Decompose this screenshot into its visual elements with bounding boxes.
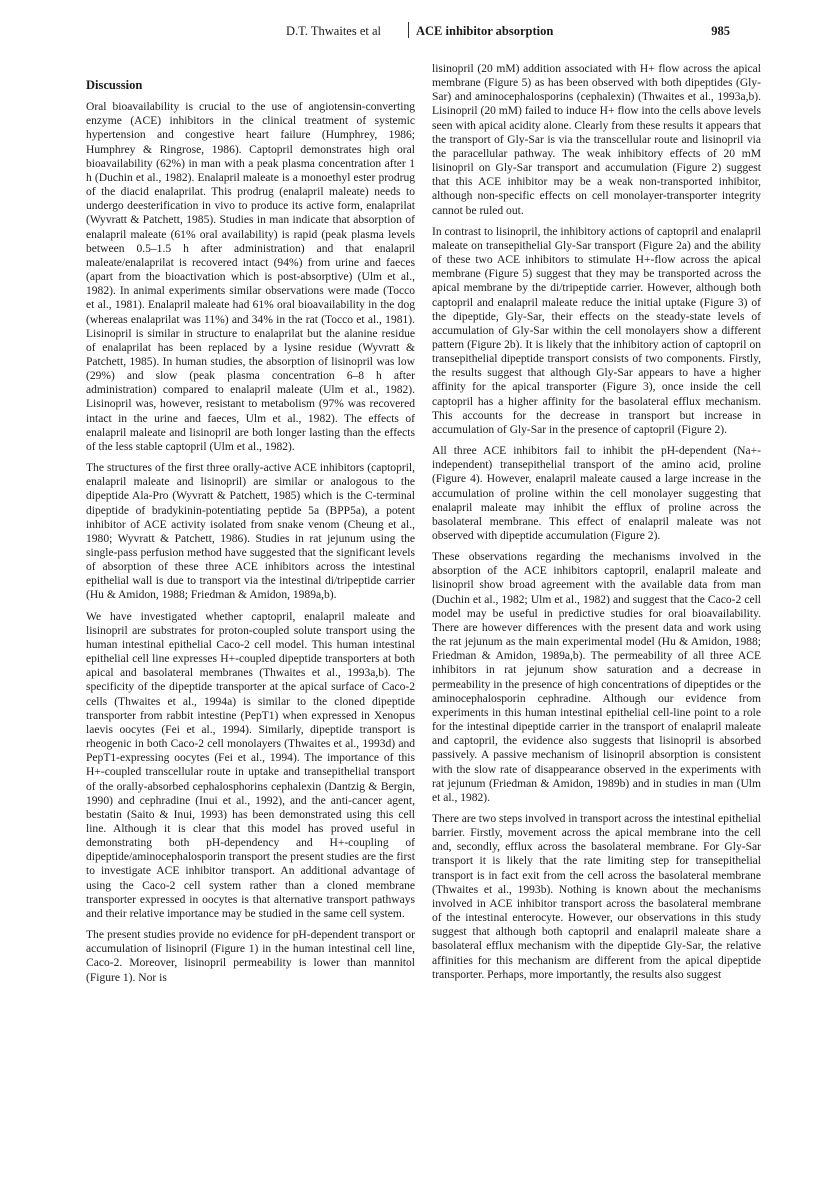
paragraph: We have investigated whether captopril, enalapril maleate and lisinopril are substrates for proton-coupled solute transport using the human intestinal epithelial Caco-2 cell model. This human intestinal epithelial cell line expresses H+-coupled dipeptide transporters at both apical and basolateral membranes (Thwaites et al., 1993a,b). The specificity of the dipeptide transporter at the apical surface of Caco-2 cells (Thwaites et al., 1994a) is similar to the cloned dipeptide transporter from rabbit intestine (PepT1) when expressed in Xenopus laevis oocytes (Fei et al., 1994). Similarly, dipeptide transport is rheogenic in both Caco-2 cell monolayers (Thwaites et al., 1993d) and PepT1-expressing oocytes (Fei et al., 1994). The importance of this H+-coupled transcellular route in uptake and transepithelial transport of the orally-absorbed cephalosphorins cephalexin (Dantzig & Bergin, 1990) and cephradine (Inui et al., 1992), and the anti-cancer agent, bestatin (Saito & Inui, 1993) has been demonstrated using this cell line. Although it is clear that this model has proved useful in demonstrating both pH-dependency and H+-coupling of dipeptide/aminocephalosporin transport the present studies are the first to investigate ACE inhibitor transport. An additional advantage of using the Caco-2 cell system rather than a cloned membrane transporter expressed in oocytes is that alternative transport pathways and their relative importance may be studied in the same cell system.	[86, 610, 415, 920]
right-column	[432, 62, 761, 989]
paragraph: Oral bioavailability is crucial to the use of angiotensin-converting enzyme (ACE) inhibitors in the clinical treatment of systemic hypertension and congestive heart failure (Humphrey, 1986; Humphrey & Ringrose, 1986). Captopril demonstrates high oral bioavailability (62%) in man with a peak plasma concentration after 1 h (Duchin et al., 1982). Enalapril maleate is a monoethyl ester prodrug of the diacid enalaprilat. This prodrug (enalapril maleate) needs to undergo deesterification in vivo to produce its active form, enalaprilat (Wyvratt & Patchett, 1985). Studies in man indicate that absorption of enalapril maleate (61% oral availability) is rapid (peak plasma levels between 0.5–1.5 h after administration) and that enalapril maleate/enalaprilat is recovered intact (94%) from urine and faeces (apart from the bioactivation which is post-absorptive) (Ulm et al., 1982). In animal experiments similar observations were made (Tocco et al., 1981). Enalapril maleate had 61% oral bioavailability in the dog (whereas enalaprilat was 11%) and 34% in the rat (Tocco et al., 1981). Lisinopril is similar in structure to enalaprilat but the alanine residue of enalaprilat has been replaced by a lysine residue (Wyvratt & Patchett, 1985). In human studies, the absorption of lisinopril was low (29%) and slow (peak plasma concentration 6–8 h after administration) compared to enalapril maleate (Ulm et al., 1982). Lisinopril was, however, resistant to metabolism (97% was recovered intact in the urine and faeces, Ulm et al., 1982). The effects of enalapril maleate and lisinopril are both longer lasting than the effects of the less stable captopril (Ulm et al., 1982).	[86, 101, 415, 453]
paragraph: In contrast to lisinopril, the inhibitory actions of captopril and enalapril maleate on transepithelial Gly-Sar transport (Figure 2a) and the ability of these two ACE inhibitors to stimulate H+-flow across the apical membrane (Figure 5) suggest that they may be transported across the apical membrane by the di/tripeptide carrier. However, although both captopril and enalapril maleate reduce the initial uptake (Figure 3) of the dipeptide, Gly-Sar, their effects on the steady-state levels of accumulation of Gly-Sar within the cell monolayers show a different pattern (Figure 2b). It is likely that the inhibitory action of captopril on transepithelial dipeptide transport consists of two components. Firstly, the results suggest that although Gly-Sar appears to have a higher affinity for the apical transporter (Figure 3), once inside the cell captopril has a higher affinity for the basolateral efflux mechanism. This accounts for the decrease in transport but increase in accumulation of Gly-Sar in the presence of captopril (Figure 2).	[432, 225, 761, 436]
running-header	[270, 22, 730, 42]
paragraph: lisinopril (20 mM) addition associated with H+ flow across the apical membrane (Figure 5) as has been observed with both dipeptides (Gly-Sar) and aminocephalosporins (cephalexin) (Thwaites et al., 1993a,b). Lisinopril (20 mM) failed to induce H+ flow into the cells above levels seen with apical acidity alone. Clearly from these results it appears that the transport of Gly-Sar is via the transcellular route and lisinopril via the paracellular pathway. The weak inhibitory effects of 20 mM lisinopril on Gly-Sar transport and accumulation (Figure 2) suggest that this ACE inhibitor may be a weak non-transported inhibitor, although non-specific effects on cell monolayer-transporter integrity cannot be ruled out.	[432, 63, 761, 217]
paragraph: All three ACE inhibitors fail to inhibit the pH-dependent (Na+-independent) transepithelial transport of the amino acid, proline (Figure 4). However, enalapril maleate caused a large increase in the accumulation of proline within the cell monolayer suggesting that enalapril maleate may inhibit the efflux of proline across the basolateral membrane. This effect of enalapril maleate was not observed with dipeptide accumulation (Figure 2).	[432, 445, 761, 542]
header-divider	[408, 22, 409, 38]
section-heading: Discussion	[86, 78, 143, 92]
page-number: 985	[711, 24, 730, 38]
paragraph: These observations regarding the mechanisms involved in the absorption of the ACE inhibitors captopril, enalapril maleate and lisinopril show broad agreement with the available data from man (Duchin et al., 1982; Ulm et al., 1982) and suggest that the Caco-2 cell model may be useful in predictive studies for oral bioavailability. There are however differences with the present data and work using the rat jejunum as the main experimental model (Hu & Amidon, 1988; Friedman & Amidon, 1989a,b). The permeability of all three ACE inhibitors in rat jejunum show saturation and a decrease in permeability in the presence of high concentrations of dipeptides or the aminocephalosporin cephradine. Although our evidence from experiments in this human intestinal epithelial cell-line point to a role for the intestinal dipeptide carrier in the transport of enalapril maleate and captopril, the evidence also suggests that lisinopril is absorbed passively. A passive mechanism of lisinopril absorption is consistent with the slow rate of disappearance observed in the experiments with rat jejunum (Friedman & Amidon, 1989b) and in studies in man (Ulm et al., 1982).	[432, 551, 761, 804]
paragraph: The structures of the first three orally-active ACE inhibitors (captopril, enalapril maleate and lisinopril) are similar or analogous to the dipeptide Ala-Pro (Wyvratt & Patchett, 1985) which is the C-terminal dipeptide of bradykinin-potentiating peptide 5a (BPP5a), a potent inhibitor of ACE activity isolated from snake venom (Cheung et al., 1980; Wyvratt & Patchett, 1986). Studies in rat jejunum using the single-pass perfusion method have suggested that the significant levels of absorption of these three ACE inhibitors across the intestinal epithelial wall is due to transport via the intestinal di/tripeptide carrier (Hu & Amidon, 1988; Friedman & Amidon, 1989a,b).	[86, 462, 415, 602]
paragraph: The present studies provide no evidence for pH-dependent transport or accumulation of lisinopril (Figure 1) in the human intestinal cell line, Caco-2. Moreover, lisinopril permeability is lower than mannitol (Figure 1). Nor is	[86, 929, 415, 984]
header-running-title: ACE inhibitor absorption	[416, 24, 554, 38]
header-authors: D.T. Thwaites et al	[286, 24, 381, 38]
paragraph: There are two steps involved in transport across the intestinal epithelial barrier. Firstly, movement across the apical membrane into the cell and, secondly, efflux across the basolateral membrane. For Gly-Sar transport it is likely that the rate limiting step for transepithelial transport is in fact exit from the cell across the basolateral membrane (Thwaites et al., 1993b). Nothing is known about the mechanisms involved in ACE inhibitor transport across the basolateral membrane of the intestinal enterocyte. However, our observations in this study suggest that although both captopril and enalapril maleate share a basolateral efflux mechanism with the dipeptide Gly-Sar, the relative affinities for this mechanism are different from the apical dipeptide transporter. Perhaps, more importantly, the results also suggest	[432, 812, 761, 981]
left-column	[86, 62, 415, 992]
